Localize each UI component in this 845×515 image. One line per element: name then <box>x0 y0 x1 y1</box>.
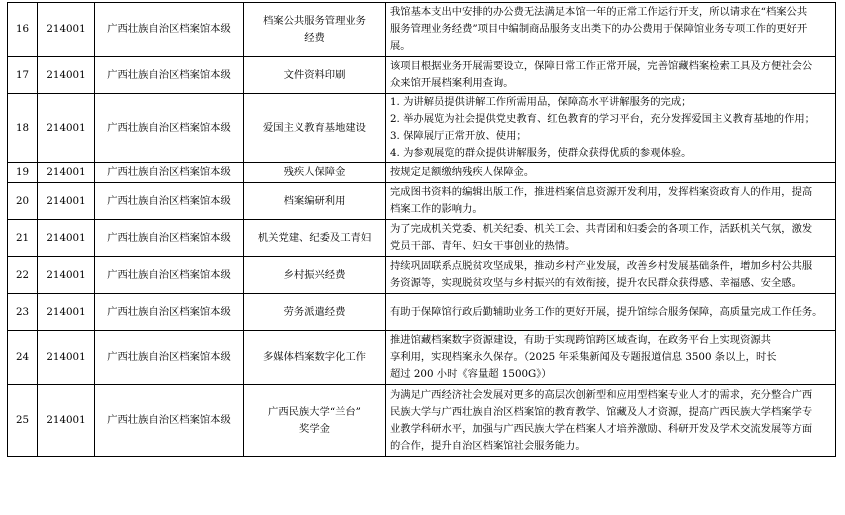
project-name-line: 机关党建、纪委及工青妇 <box>257 231 372 244</box>
description-line: 享利用，实现档案永久保存。（2025 年采集新闻及专题报道信息 3500 条以上，时长 <box>390 351 777 363</box>
project-name-line: 爱国主义教育基地建设 <box>263 121 366 134</box>
unit-code-cell: 214001 <box>38 163 95 183</box>
project-description-cell <box>386 331 836 385</box>
description-line: 我馆基本支出中安排的办公费无法满足本馆一年的正常工作运行开支，所以请求在“档案公共 <box>390 6 808 18</box>
row-number-cell: 25 <box>8 385 38 457</box>
unit-name-cell: 广西壮族自治区档案馆本级 <box>95 3 244 57</box>
description-line: 党员干部、青年、妇女干事创业的热情。 <box>390 240 576 252</box>
project-name-cell <box>244 257 386 294</box>
project-name-cell <box>244 3 386 57</box>
description-line: 为了完成机关党委、机关纪委、机关工会、共青团和妇委会的各项工作，活跃机关气氛，激发 <box>390 223 813 235</box>
row-number-cell: 18 <box>8 94 38 163</box>
project-description-cell <box>386 183 836 220</box>
description-line: 的合作，提升自治区档案馆社会服务能力。 <box>390 439 586 452</box>
description-line: 展。 <box>390 40 411 52</box>
project-description-cell <box>386 163 836 183</box>
project-name-cell <box>244 94 386 163</box>
unit-name-cell: 广西壮族自治区档案馆本级 <box>95 183 244 220</box>
unit-code-cell: 214001 <box>38 3 95 57</box>
project-name-line: 劳务派遣经费 <box>283 305 346 318</box>
description-line: 推进馆藏档案数字资源建设，有助于实现跨馆跨区域查询，在政务平台上实现资源共 <box>390 334 771 346</box>
unit-code-cell: 214001 <box>38 94 95 163</box>
table-row <box>8 94 836 163</box>
project-description-cell <box>386 57 836 94</box>
project-description-cell <box>386 385 836 457</box>
description-line: 服务管理业务经费”项目中编制商品服务支出类下的办公费用于保障馆业务专项工作的更好开 <box>390 23 808 35</box>
table-row <box>8 57 836 94</box>
row-number-cell: 16 <box>8 3 38 57</box>
budget-project-table <box>7 2 836 457</box>
table-row <box>8 3 836 57</box>
description-line: 完成图书资料的编辑出版工作，推进档案信息资源开发利用，发挥档案资政育人的作用，提高 <box>390 186 813 198</box>
description-line: 众来馆开展档案利用查询。 <box>390 77 514 89</box>
table-row <box>8 183 836 220</box>
description-line: 有助于保障馆行政后勤辅助业务工作的更好开展，提升馆综合服务保障，高质量完成工作任务。 <box>390 305 823 318</box>
table-row <box>8 220 836 257</box>
description-line: 该项目根据业务开展需要设立，保障日常工作正常开展，完善馆藏档案检索工具及方便社会公 <box>390 60 813 72</box>
project-name-cell <box>244 294 386 331</box>
description-line: 档案工作的影响力。 <box>390 203 483 215</box>
project-name-line: 残疾人保障金 <box>283 166 346 178</box>
project-name-cell <box>244 57 386 94</box>
unit-name-cell: 广西壮族自治区档案馆本级 <box>95 57 244 94</box>
description-line: 业教学科研水平，加强与广西民族大学在档案人才培养激励、科研开发及学术交流发展等方面 <box>390 422 813 435</box>
description-line: 为满足广西经济社会发展对更多的高层次创新型和应用型档案专业人才的需求，充分整合广西 <box>390 388 813 401</box>
project-name-line: 广西民族大学“兰台” <box>268 405 361 418</box>
project-description-cell <box>386 294 836 331</box>
unit-name-cell: 广西壮族自治区档案馆本级 <box>95 94 244 163</box>
unit-name-cell: 广西壮族自治区档案馆本级 <box>95 294 244 331</box>
table-row <box>8 385 836 457</box>
unit-code-cell: 214001 <box>38 220 95 257</box>
unit-code-cell: 214001 <box>38 183 95 220</box>
description-line: 2. 举办展览为社会提供党史教育、红色教育的学习平台，充分发挥爱国主义教育基地的作用； <box>390 113 815 125</box>
project-name-cell <box>244 183 386 220</box>
row-number-cell: 23 <box>8 294 38 331</box>
table-row <box>8 294 836 331</box>
unit-name-cell: 广西壮族自治区档案馆本级 <box>95 385 244 457</box>
project-name-line: 文件资料印刷 <box>283 68 346 81</box>
project-description-cell <box>386 257 836 294</box>
unit-code-cell: 214001 <box>38 57 95 94</box>
unit-code-cell: 214001 <box>38 331 95 385</box>
project-name-cell <box>244 331 386 385</box>
project-name-line: 档案公共服务管理业务 <box>263 14 366 27</box>
row-number-cell: 19 <box>8 163 38 183</box>
unit-name-cell: 广西壮族自治区档案馆本级 <box>95 331 244 385</box>
row-number-cell: 20 <box>8 183 38 220</box>
row-number-cell: 22 <box>8 257 38 294</box>
row-number-cell: 21 <box>8 220 38 257</box>
description-line: 3. 保障展厅正常开放、使用； <box>390 130 527 142</box>
unit-code-cell: 214001 <box>38 385 95 457</box>
description-line: 按规定足额缴纳残疾人保障金。 <box>390 166 535 178</box>
project-name-line: 乡村振兴经费 <box>283 268 346 281</box>
project-name-cell <box>244 220 386 257</box>
unit-name-cell: 广西壮族自治区档案馆本级 <box>95 257 244 294</box>
row-number-cell: 17 <box>8 57 38 94</box>
project-description-cell <box>386 220 836 257</box>
description-line: 持续巩固联系点脱贫攻坚成果，推动乡村产业发展，改善乡村发展基础条件，增加乡村公共服 <box>390 260 813 272</box>
project-name-cell <box>244 385 386 457</box>
unit-code-cell: 214001 <box>38 257 95 294</box>
project-description-cell <box>386 94 836 163</box>
description-line: 务资源等，实现脱贫攻坚与乡村振兴的有效衔接，提升农民群众获得感、幸福感、安全感。 <box>390 277 802 289</box>
project-name-cell <box>244 163 386 183</box>
row-number-cell: 24 <box>8 331 38 385</box>
project-name-line: 多媒体档案数字化工作 <box>263 351 366 363</box>
unit-code-cell: 214001 <box>38 294 95 331</box>
description-line: 1. 为讲解员提供讲解工作所需用品，保障高水平讲解服务的完成； <box>390 96 692 108</box>
description-line: 民族大学与广西壮族自治区档案馆的教育教学、馆藏及人才资源，提高广西民族大学档案学专 <box>390 405 813 418</box>
project-name-line: 奖学金 <box>299 422 330 435</box>
table-row <box>8 257 836 294</box>
table-row <box>8 331 836 385</box>
description-line: 超过 200 小时《容量超 1500G》） <box>390 368 552 380</box>
project-name-line: 经费 <box>304 31 325 44</box>
table-row <box>8 163 836 183</box>
unit-name-cell: 广西壮族自治区档案馆本级 <box>95 163 244 183</box>
project-description-cell <box>386 3 836 57</box>
unit-name-cell: 广西壮族自治区档案馆本级 <box>95 220 244 257</box>
description-line: 4. 为参观展览的群众提供讲解服务，使群众获得优质的参观体验。 <box>390 147 692 159</box>
project-name-line: 档案编研利用 <box>283 194 346 207</box>
